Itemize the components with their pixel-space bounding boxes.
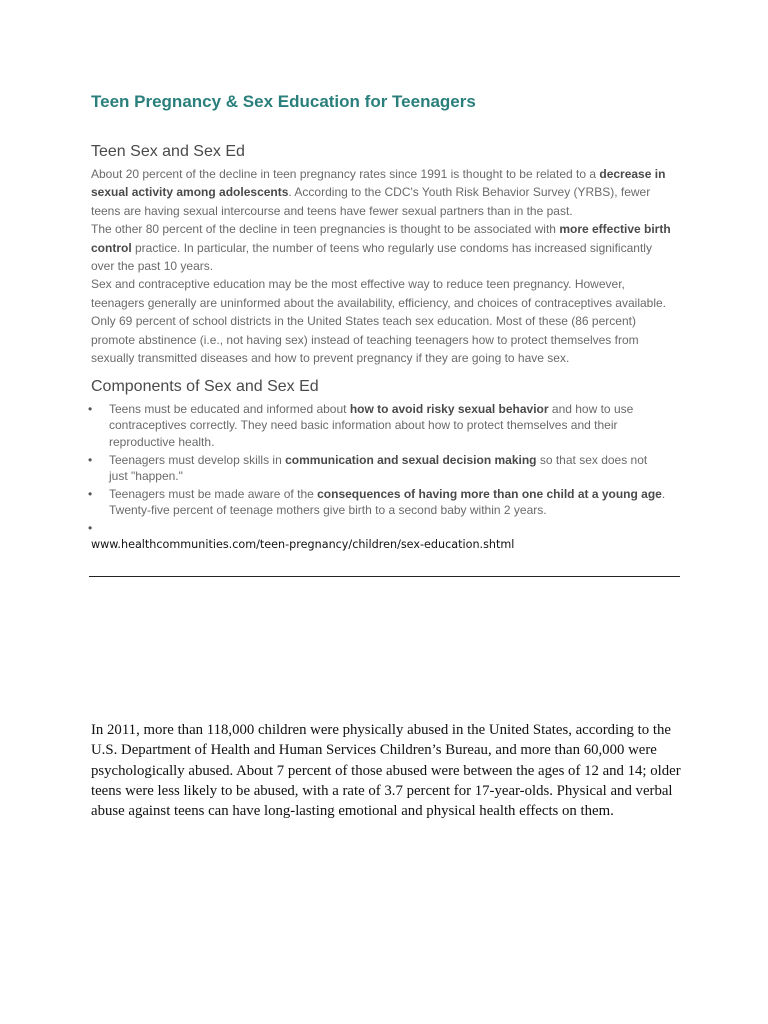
section-body-teen-sex — [91, 165, 671, 367]
bullet-icon: • — [88, 452, 93, 467]
page-title: Teen Pregnancy & Sex Education for Teenagers — [91, 92, 476, 111]
bullet-icon: • — [88, 521, 93, 536]
section-heading-teen-sex: Teen Sex and Sex Ed — [91, 143, 245, 160]
paragraph-sex-education: Sex and contraceptive education may be the most effective way to reduce teen pregnancy. However, teenagers generally are uninformed about the availability, efficiency, and choices of contraceptives available. Only 69 percent of school districts in the United States teach sex education. Most of these (86 percent) promote abstinence (i.e., not having sex) instead of teaching teenagers how to protect themselves from sexually transmitted diseases and how to prevent pregnancy if they are going to have sex. — [91, 277, 667, 366]
list-item: • Teenagers must be made aware of the consequences of having more than one child at a young age. Twenty-five percent of teenage mothers give birth to a second baby within 2 years. — [88, 487, 666, 518]
list-item: • Teens must be educated and informed about how to avoid risky sexual behavior and how to use contraceptives correctly. They need basic information about how to protect themselves and their reproductive health. — [88, 402, 634, 449]
bullet-icon: • — [88, 402, 93, 416]
paragraph-birth-control: The other 80 percent of the decline in teen pregnancies is thought to be associated with more effective birth control practice. In particular, the number of teens who regularly use condoms has increased significantly over the past 10 years. — [91, 222, 671, 274]
bullet-icon: • — [88, 487, 93, 502]
abuse-paragraph: In 2011, more than 118,000 children were physically abused in the United States, according to the U.S. Department of Health and Human Services Children’s Bureau, and more than 60,000 were psychologically abused. About 7 percent of those abused were between the ages of 12 and 14; older teens were less likely to be abused, with a rate of 3.7 percent for 17-year-olds. Physical and verbal abuse against teens can have long-lasting emotional and physical health effects on them. — [91, 722, 681, 820]
paragraph-decline-activity: About 20 percent of the decline in teen pregnancy rates since 1991 is thought to be related to a decrease in sexual activity among adolescents. According to the CDC's Youth Risk Behavior Survey (YRBS), fewer teens are having sexual intercourse and teens have fewer sexual partners than in the past. — [91, 167, 666, 218]
list-item: • Teenagers must develop skills in communication and sexual decision making so that sex does not just "happen." — [88, 452, 648, 484]
components-list — [88, 401, 669, 538]
source-url-link[interactable]: www.healthcommunities.com/teen-pregnancy/children/sex-education.shtml — [91, 538, 515, 551]
section-heading-components: Components of Sex and Sex Ed — [91, 378, 319, 395]
list-item-empty — [88, 520, 669, 536]
horizontal-divider — [89, 576, 680, 577]
